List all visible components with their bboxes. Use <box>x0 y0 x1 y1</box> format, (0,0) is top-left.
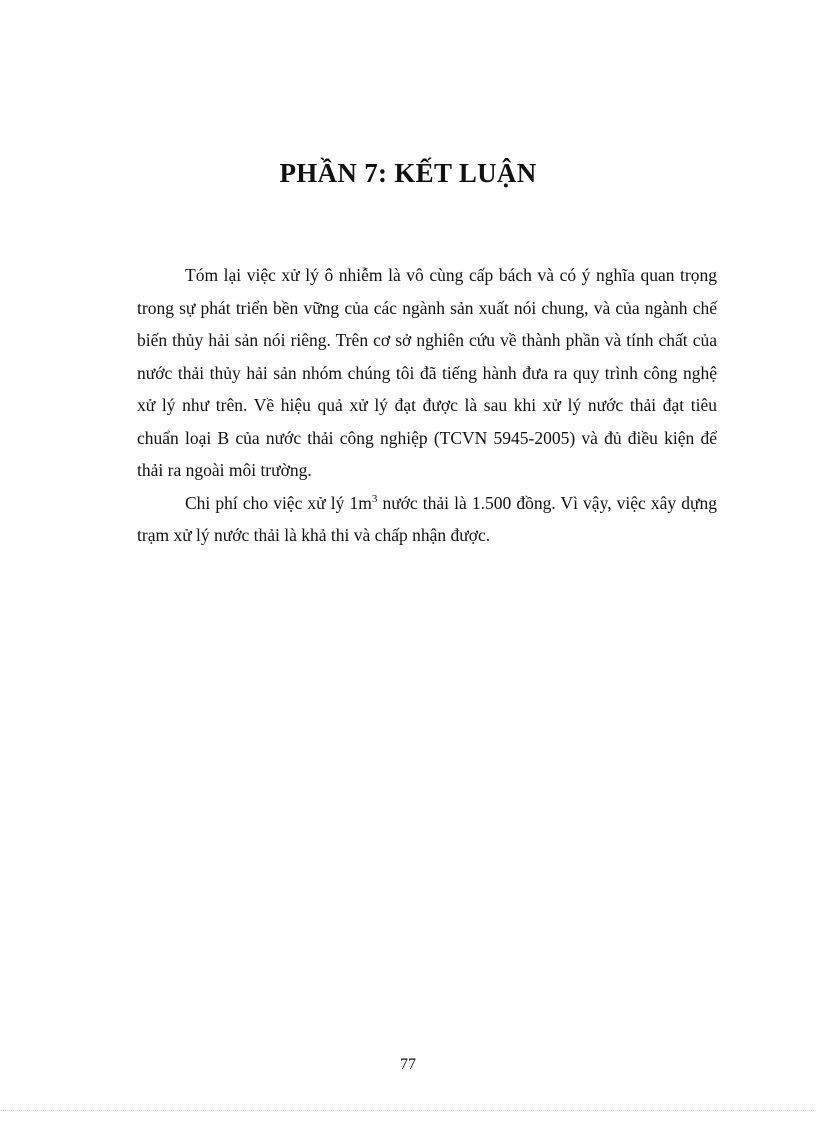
body-text <box>137 259 717 552</box>
page-number: 77 <box>400 1056 416 1073</box>
paragraph-2-text-b: nước thải là 1.500 đồng. Vì vậy, việc xây dựng trạm xử lý nước thải là khả thi và chấp nhận được. <box>137 492 717 545</box>
paragraph-2 <box>137 487 717 552</box>
paragraph-1: Tóm lại việc xử lý ô nhiễm là vô cùng cấp bách và có ý nghĩa quan trọng trong sự phát triển bền vững của các ngành sản xuất nói chung, và của ngành chế biến thủy hải sản nói riêng. Trên cơ sở nghiên cứu về thành phần và tính chất của nước thải thủy hải sản nhóm chúng tôi đã tiếng hành đưa ra quy trình công nghệ xử lý như trên. Về hiệu quả xử lý đạt được là sau khi xử lý nước thải đạt tiêu chuẩn loại B của nước thải công nghiệp (TCVN 5945-2005) và đủ điều kiện để thải ra ngoài môi trường. <box>137 265 717 480</box>
paragraph-2-text-a: Chi phí cho việc xử lý 1m <box>185 492 372 513</box>
superscript-3: 3 <box>371 492 378 505</box>
page-title: PHẦN 7: KẾT LUẬN <box>279 158 537 188</box>
page-bottom-divider <box>0 1110 816 1111</box>
